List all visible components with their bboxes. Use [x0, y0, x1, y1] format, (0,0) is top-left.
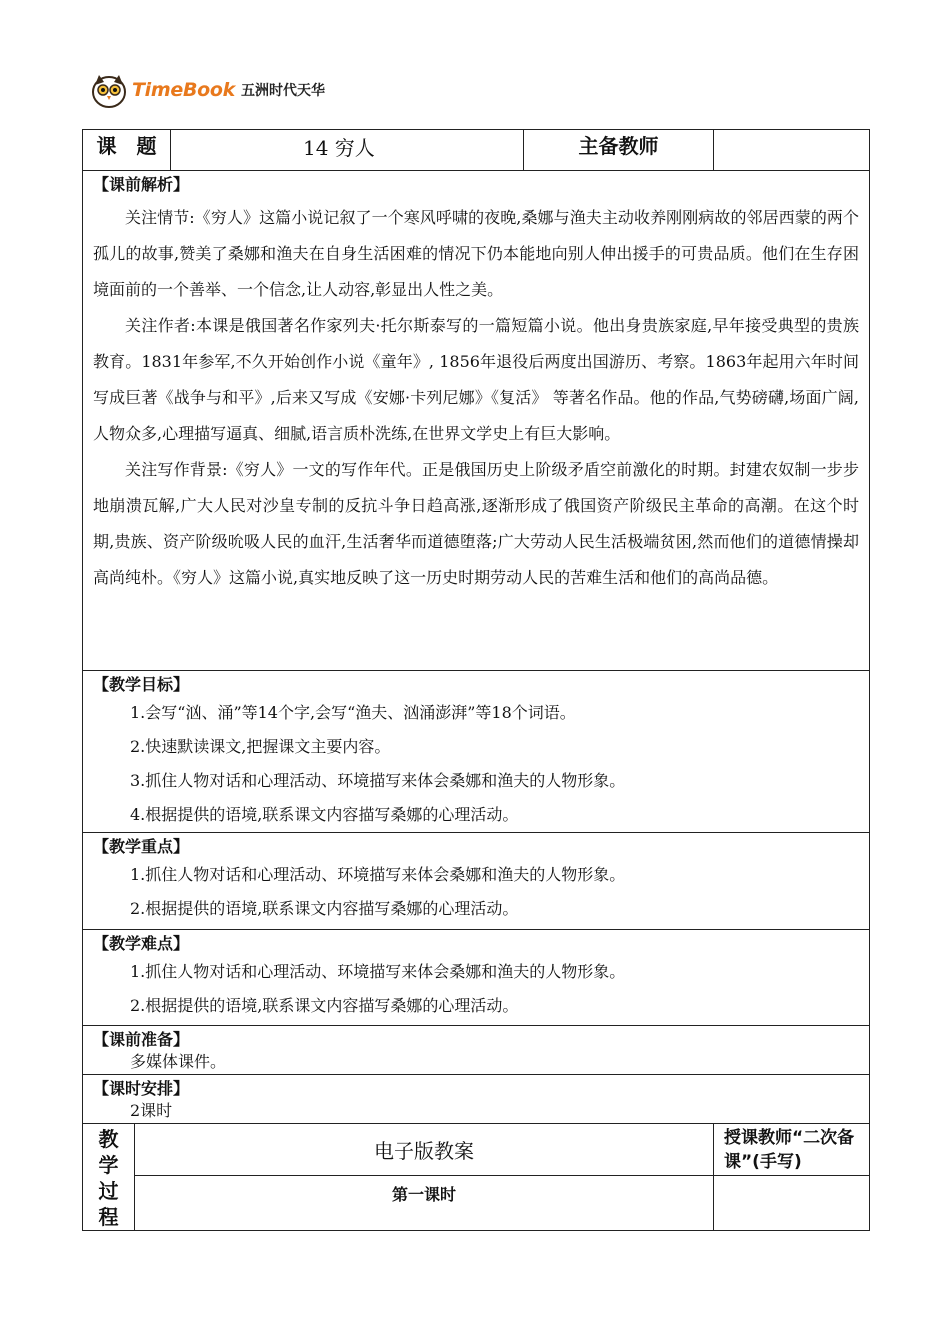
preparation-section — [83, 1026, 870, 1075]
logo-brand-text: TimeBook — [132, 79, 235, 101]
process-label-char: 教 — [98, 1127, 119, 1151]
handwritten-notes-header: 授课教师“二次备课”(手写) — [714, 1124, 870, 1176]
lead-teacher-value — [714, 130, 870, 171]
lesson-plan-table — [82, 129, 870, 1231]
difficulties-section — [83, 930, 870, 1026]
analysis-section — [83, 171, 870, 671]
difficulty-item: 2.根据提供的语境,联系课文内容描写桑娜的心理活动。 — [130, 996, 519, 1015]
topic-label: 课 题 — [83, 130, 171, 171]
goal-item: 2.快速默读课文,把握课文主要内容。 — [130, 737, 391, 756]
timebook-logo — [90, 70, 325, 110]
process-label-char: 程 — [98, 1205, 119, 1229]
key-points-title: 【教学重点】 — [93, 837, 190, 856]
schedule-title: 【课时安排】 — [93, 1079, 190, 1098]
handwritten-notes-cell — [714, 1175, 870, 1230]
process-label — [83, 1124, 135, 1231]
preparation-title: 【课前准备】 — [93, 1030, 190, 1049]
logo-chinese-text: 五洲时代天华 — [240, 83, 325, 99]
analysis-title: 【课前解析】 — [93, 175, 190, 194]
key-points-section — [83, 833, 870, 930]
difficulties-title: 【教学难点】 — [93, 934, 190, 953]
process-header-row — [83, 1124, 870, 1176]
header-row — [83, 130, 870, 171]
analysis-paragraph: 关注情节:《穷人》这篇小说记叙了一个寒风呼啸的夜晚,桑娜与渔夫主动收养刚刚病故的邻居西蒙的两个孤儿的故事,赞美了桑娜和渔夫在自身生活困难的情况下仍本能地向别人伸出援手的可贵品质。他们在生存困境面前的一个善举、一个信念,让人动容,彰显出人性之美。 — [93, 208, 859, 299]
preparation-text: 多媒体课件。 — [130, 1052, 227, 1071]
process-label-char: 过 — [98, 1179, 119, 1203]
schedule-text: 2课时 — [130, 1101, 173, 1120]
analysis-paragraph: 关注作者:本课是俄国著名作家列夫·托尔斯泰写的一篇短篇小说。他出身贵族家庭,早年接受典型的贵族教育。1831年参军,不久开始创作小说《童年》, 1856年退役后两度出国游历、考察。1863年起用六年时间写成巨著《战争与和平》,后来又写成《安娜·卡列尼娜》《复活》 等著名作品。他的作品,气势磅礴,场面广阔,人物众多,心理描写逼真、细腻,语言质朴洗练,在世界文学史上有巨大影响。 — [93, 316, 859, 443]
process-label-char: 学 — [98, 1153, 119, 1177]
goal-item: 3.抓住人物对话和心理活动、环境描写来体会桑娜和渔夫的人物形象。 — [130, 771, 626, 790]
goal-item: 4.根据提供的语境,联系课文内容描写桑娜的心理活动。 — [130, 805, 519, 824]
electronic-plan-header: 电子版教案 — [135, 1124, 714, 1176]
analysis-paragraph: 关注写作背景:《穷人》一文的写作年代。正是俄国历史上阶级矛盾空前激化的时期。封建农奴制一步步地崩溃瓦解,广大人民对沙皇专制的反抗斗争日趋高涨,逐渐形成了俄国资产阶级民主革命的高潮。在这个时期,贵族、资产阶级吮吸人民的血汗,生活奢华而道德堕落;广大劳动人民生活极端贫困,然而他们的道德情操却高尚纯朴。《穷人》这篇小说,真实地反映了这一历史时期劳动人民的苦难生活和他们的高尚品德。 — [93, 460, 859, 587]
goals-title: 【教学目标】 — [93, 675, 190, 694]
lead-teacher-label: 主备教师 — [524, 130, 714, 171]
topic-value: 14 穷人 — [171, 130, 524, 171]
goal-item: 1.会写“汹、涌”等14个字,会写“渔夫、汹涌澎湃”等18个词语。 — [130, 703, 576, 722]
goals-section — [83, 671, 870, 833]
first-lesson-title: 第一课时 — [135, 1175, 714, 1230]
difficulty-item: 1.抓住人物对话和心理活动、环境描写来体会桑娜和渔夫的人物形象。 — [130, 962, 626, 981]
key-point-item: 1.抓住人物对话和心理活动、环境描写来体会桑娜和渔夫的人物形象。 — [130, 865, 626, 884]
owl-mascot-icon — [90, 71, 128, 109]
schedule-section — [83, 1075, 870, 1124]
key-point-item: 2.根据提供的语境,联系课文内容描写桑娜的心理活动。 — [130, 899, 519, 918]
first-lesson-row — [83, 1175, 870, 1230]
